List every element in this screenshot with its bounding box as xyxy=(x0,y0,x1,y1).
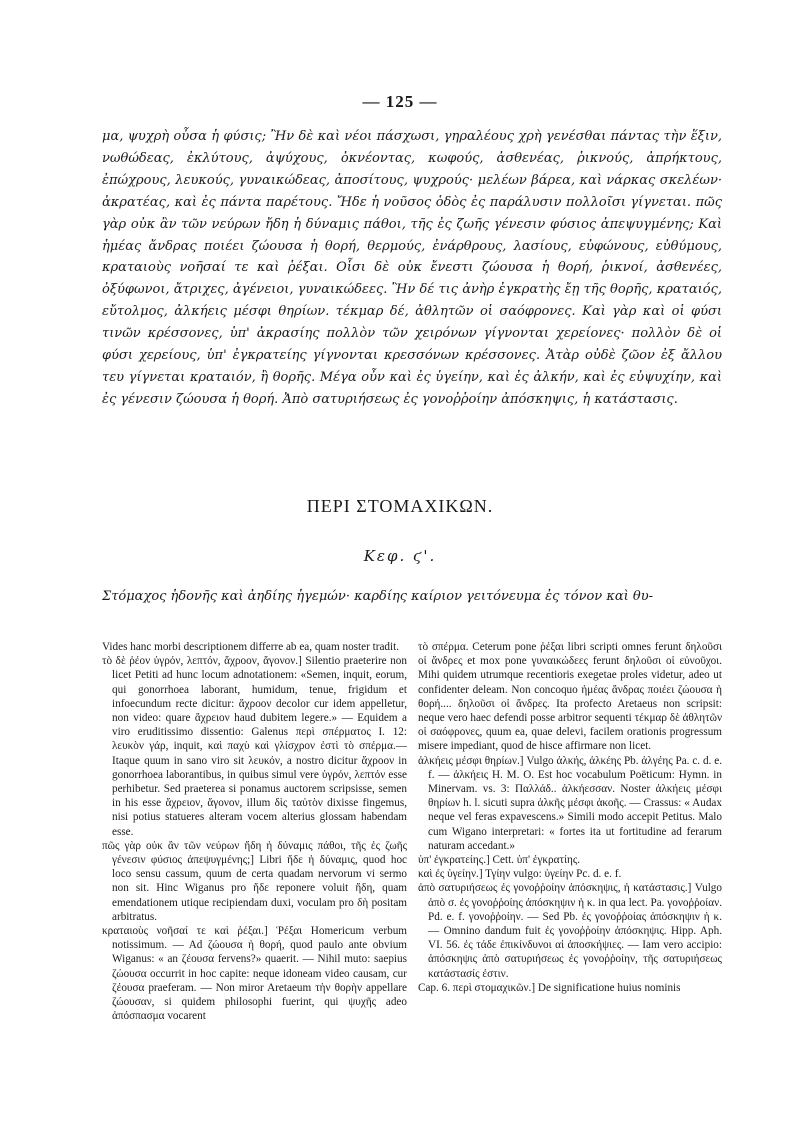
notes-column-right xyxy=(418,640,722,995)
note-paragraph: Vides hanc morbi descriptionem differre ab ea, quam noster tradit. xyxy=(102,641,400,653)
note-paragraph: ὑπ' ἐγκρατείης.] Cett. ὑπ' ἐγκρατίης. xyxy=(418,854,581,867)
chapter-opening-line: Στόμαχος ἡδονῆς καὶ ἀηδίης ἡγεμών· καρδίης καίριον γειτόνευμα ἐς τόνον καὶ θυ- xyxy=(102,589,653,604)
note-paragraph: καὶ ἐς ὑγείην.] Τγίην vulgo: ὑγείην Pc. d. e. f. xyxy=(418,868,622,881)
main-paragraph: μα, ψυχρὴ οὖσα ἡ φύσις; Ἢν δὲ καὶ νέοι πάσχωσι, γηραλέους χρὴ γενέσθαι πάντας τὴν ἕξιν, νωθώδεας, ἐκλύτους, ἀψύχους, ὀκνέοντας, κωφούς, ἀσθενέας, ῥικνούς, ἀπρήκτους, ἐπώχρους, λευκούς, γυναικώδεας, ἀποσίτους, ψυχρούς· μελέων βάρεα, καὶ νάρκας σκελέων· ἀκρατέας, καὶ ἐς πάντα παρέτους. Ἤδε ἡ νοῦσος ὁδὸς ἐς παράλυσιν πολλοῖσι γίγνεται. πῶς γὰρ οὐκ ἂν τῶν νεύρων ἤδη ἡ δύναμις πάθοι, τῆς ἐς ζωῆς γένεσιν φύσιος ἀπεψυγμένης; Καὶ ἡμέας ἄνδρας ποιέει ζώουσα ἡ θορή, θερμούς, ἐνάρθρους, λασίους, εὐφώνους, εὐθύμους, κραταιοὺς νοῆσαί τε καὶ ῥέξαι. Οἷσι δὲ οὐκ ἔνεστι ζώουσα ἡ θορή, ῥικνοί, ἀσθενέες, ὀξύφωνοι, ἄτριχες, ἀγένειοι, γυναικώδεες. Ἢν δέ τις ἀνὴρ ἐγκρατὴς ἔῃ τῆς θορῆς, κραταιός, εὔτολμος, ἀλκήεις μέσφι θηρίων. τέκμαρ δέ, ἀθλητῶν οἱ σαόφρονες. Καὶ γὰρ καὶ οἱ φύσι τινῶν κρέσσονες, ὑπ' ἀκρασίης πολλὸν τῶν χειρόνων γίγνονται χερείονες· πολλὸν δὲ οἱ φύσι χερείους, ὑπ' ἐγκρατείης γίγνονται κρεσσόνων κρέσσονες. Ἀτὰρ οὐδὲ ζῶον ἐξ ἄλλου τευ γίγνεται κραταιόν, ἢ θορῆς. Μέγα οὖν καὶ ἐς ὑγείην, καὶ ἐς ἀλκήν, καὶ ἐς εὐψυχίην, καὶ ἐς γένεσιν ζώουσα ἡ θορή. Ἀπὸ σατυριήσεως ἐς γονοῤῥοίην ἀπόσκηψις, ἡ κατάστασις. xyxy=(102,129,722,407)
chapter-label: Κεφ. ϛ'. xyxy=(363,547,437,565)
main-greek-text xyxy=(102,126,722,411)
notes-column-left xyxy=(102,640,407,1023)
note-paragraph: τὸ σπέρμα. Ceterum pone ῥέξαι libri scripti omnes ferunt δηλοῦσι οἱ ἄνδρες et mox pone γυναικώδεες ferunt δηλοῦσι οἱ εὐνοῦχοι. Mihi quidem utrumque recentioris exegetae proles videtur, adeo ut confidenter deleam. Non concoquo ἡμέας ἄνδρας ποιέει ζώουσα ἡ θορή.... δηλοῦσι οἱ ἄνδρες. Ita profecto Aretaeus non scripsit: neque vero haec defendi posse arbitror sequenti τέκμαρ δὲ ἀθλητῶν οἱ σαόφρονες, quum ea, quae delevi, facilem orationis progressum misere impediant, quod de hisce affirmare non licet. xyxy=(418,641,722,753)
section-title: ΠΕΡΙ ΣΤΟΜΑΧΙΚΩΝ. xyxy=(306,496,494,516)
note-paragraph: ἀλκήεις μέσφι θηρίων.] Vulgo ἀλκής, ἀλκέης Pb. ἀλγέης Pa. c. d. e. f. — ἀλκήεις H. M. O. Est hoc vocabulum Poëticum: Hymn. in Minervam. vs. 3: Παλλάδ.. ἀλκήεσσαν. Noster ἀλκήεις μέσφι θηρίων h. l. sicuti supra ἀλκῆς μέσφι ἀκοῆς. — Crassus: « Audax neque vel feras expavescens.» Simili modo accepit Petitus. Malo cum Wigano interpretari: « fortes ita ut fortitudine ad ferarum naturam accedant.» xyxy=(418,754,722,852)
note-paragraph: πῶς γὰρ οὐκ ἂν τῶν νεύρων ἤδη ἡ δύναμις πάθοι, τῆς ἐς ζωῆς γένεσιν φύσιος ἀπεψυγμένης;] Libri ἤδε ἡ δύναμις, quod hoc loco sensu cassum, quum de certa quadam nervorum vi sermo non sit. Hinc Wiganus pro ἤδε reponere voluit ἤδη, quam emendationem utique recipiendam duxi, voculam pro δὴ positam arbitratus. xyxy=(102,839,407,923)
note-paragraph: ἀπὸ σατυριήσεως ἐς γονοῤῥοίην ἀπόσκηψις, ἡ κατάστασις.] Vulgo ἀπὸ σ. ἐς γονοῤῥοίης ἀπόσκηψιν ἡ κ. in qua lect. Pa. γονοῤῥοίαν. Pd. e. f. γονοῤῥοίην. — Sed Pb. ἐς γονοῤῥοίας ἀπόσκηψιν ἡ κ. — Omnino dandum fuit ἐς γονοῤῥοίην ἀπόσκηψις. Hipp. Aph. VI. 56. ἐς τάδε ἐπικίνδυνοι αἱ ἀποσκήψιες. — Iam vero accipio: ἀπόσκηψις ἀπὸ σατυριήσεως ἐς γονοῤῥοίην, τῆς σατυριήσεως κατάστασίς ἐστιν. xyxy=(418,882,722,980)
page-number: — 125 — xyxy=(362,92,438,111)
note-paragraph: τὸ δὲ ῥέον ὑγρόν, λεπτόν, ἄχροον, ἄγονον.] Silentio praeterire non licet Petiti ad hunc locum adnotationem: «Semen, inquit, eorum, qui gonorrhoea laborant, humidum, tenue, frigidum et infoecundum recte dicitur: ἄχροον decolor cur idem appelletur, non video: quare ἄχρειον haud dubitem legere.» — Equidem a viro eruditissimo dissentio: Galenus περὶ σπέρματος I. 12: λευκὸν γάρ, inquit, καὶ παχὺ καὶ γλίσχρον ἐστὶ τὸ σπέρμα.— Itaque quum in sano viro sit λευκόν, a nostro dicitur ἄχροον in gonorrhoea laborantibus, in quibus simul vere ὑγρόν, λεπτόν esse perhibetur. Sed praeterea si ponamus auctorem scripsisse, semen in his esse ἄχρειον, ἄγονον, illum δὶς ταὐτὸν dixisse fingemus, nisi potius statueres alteram vocem alterius glossam habendam esse. xyxy=(102,655,407,838)
note-paragraph: Cap. 6. περὶ στομαχικῶν.] De significatione huius nominis xyxy=(418,981,681,994)
note-paragraph: κραταιοὺς νοῆσαί τε καὶ ῥέξαι.] Ῥέξαι Homericum verbum notissimum. — Ad ζώουσα ἡ θορή, quod paulo ante obvium Wiganus: « an ζέουσα fervens?» quaerit. — Nihil muto: saepius ζώουσα occurrit in hoc capite: neque idoneam video causam, cur ζέουσα praeferam. — Non miror Aretaeum τὴν θορὴν appellare ζώουσαν, si quidem philosophi fuerint, qui ψυχῆς adeo ἀπόσπασμα vocarent xyxy=(102,925,407,1023)
